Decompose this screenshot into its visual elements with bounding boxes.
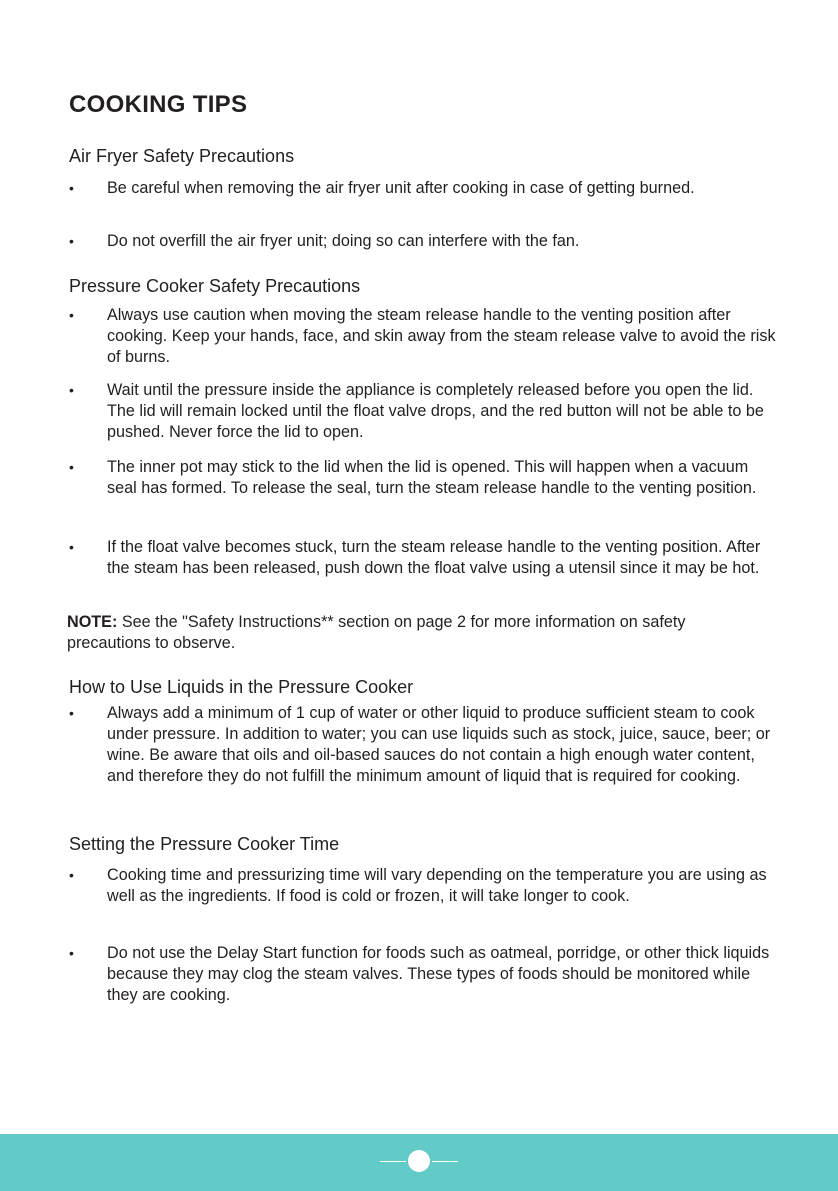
bullet-icon: • [69,180,74,196]
bullet-icon: • [69,459,74,475]
note-label: NOTE: [67,613,118,631]
bullet-icon: • [69,307,74,323]
section-heading-liquids: How to Use Liquids in the Pressure Cooker [69,677,414,697]
list-item-text: The inner pot may stick to the lid when the lid is opened. This will happen when a vacuum seal has formed. To release the seal, turn the steam release handle to the venting position. [107,458,757,497]
footer-bar [0,1134,838,1191]
list-item-text: Be careful when removing the air fryer unit after cooking in case of getting burned. [107,179,695,197]
footer-divider-left [380,1161,406,1162]
list-item-text: If the float valve becomes stuck, turn the steam release handle to the venting position. After the steam has been released, push down the float valve using a utensil since it may be hot. [107,538,761,577]
list-item-text: Do not use the Delay Start function for foods such as oatmeal, porridge, or other thick liquids because they may clog the steam valves. These types of foods should be monitored while they are cooking. [107,944,770,1004]
note [67,612,767,654]
section-heading-air-fryer: Air Fryer Safety Precautions [69,146,295,166]
bullet-icon: • [69,705,74,721]
list-item-text: Wait until the pressure inside the appliance is completely released before you open the lid. The lid will remain locked until the float valve drops, and the red button will not be able to be pushed. Never force the lid to open. [107,381,764,441]
list-item-text: Do not overfill the air fryer unit; doing so can interfere with the fan. [107,232,580,250]
bullet-icon: • [69,867,74,883]
list-item-text: Always add a minimum of 1 cup of water or other liquid to produce sufficient steam to cook under pressure. In addition to water; you can use liquids such as stock, juice, sauce, beer; or wine. Be aware that oils and oil-based sauces do not contain a high enough water content, and therefore they do not fulfill the minimum amount of liquid that is required for cooking. [107,704,771,785]
section-heading-pressure-cooker-safety: Pressure Cooker Safety Precautions [69,276,361,296]
footer-divider-right [432,1161,458,1162]
bullet-icon: • [69,539,74,555]
page-title: COOKING TIPS [69,91,248,118]
note-text: See the "Safety Instructions** section on page 2 for more information on safety precautions to observe. [67,613,686,652]
list-item-text: Always use caution when moving the steam release handle to the venting position after cooking. Keep your hands, face, and skin away from the steam release valve to avoid the risk of burns. [107,306,776,366]
section-heading-time: Setting the Pressure Cooker Time [69,834,340,854]
bullet-icon: • [69,382,74,398]
page-marker-circle-icon [408,1150,430,1172]
list-item-text: Cooking time and pressurizing time will vary depending on the temperature you are using as well as the ingredients. If food is cold or frozen, it will take longer to cook. [107,866,767,905]
bullet-icon: • [69,945,74,961]
bullet-icon: • [69,233,74,249]
